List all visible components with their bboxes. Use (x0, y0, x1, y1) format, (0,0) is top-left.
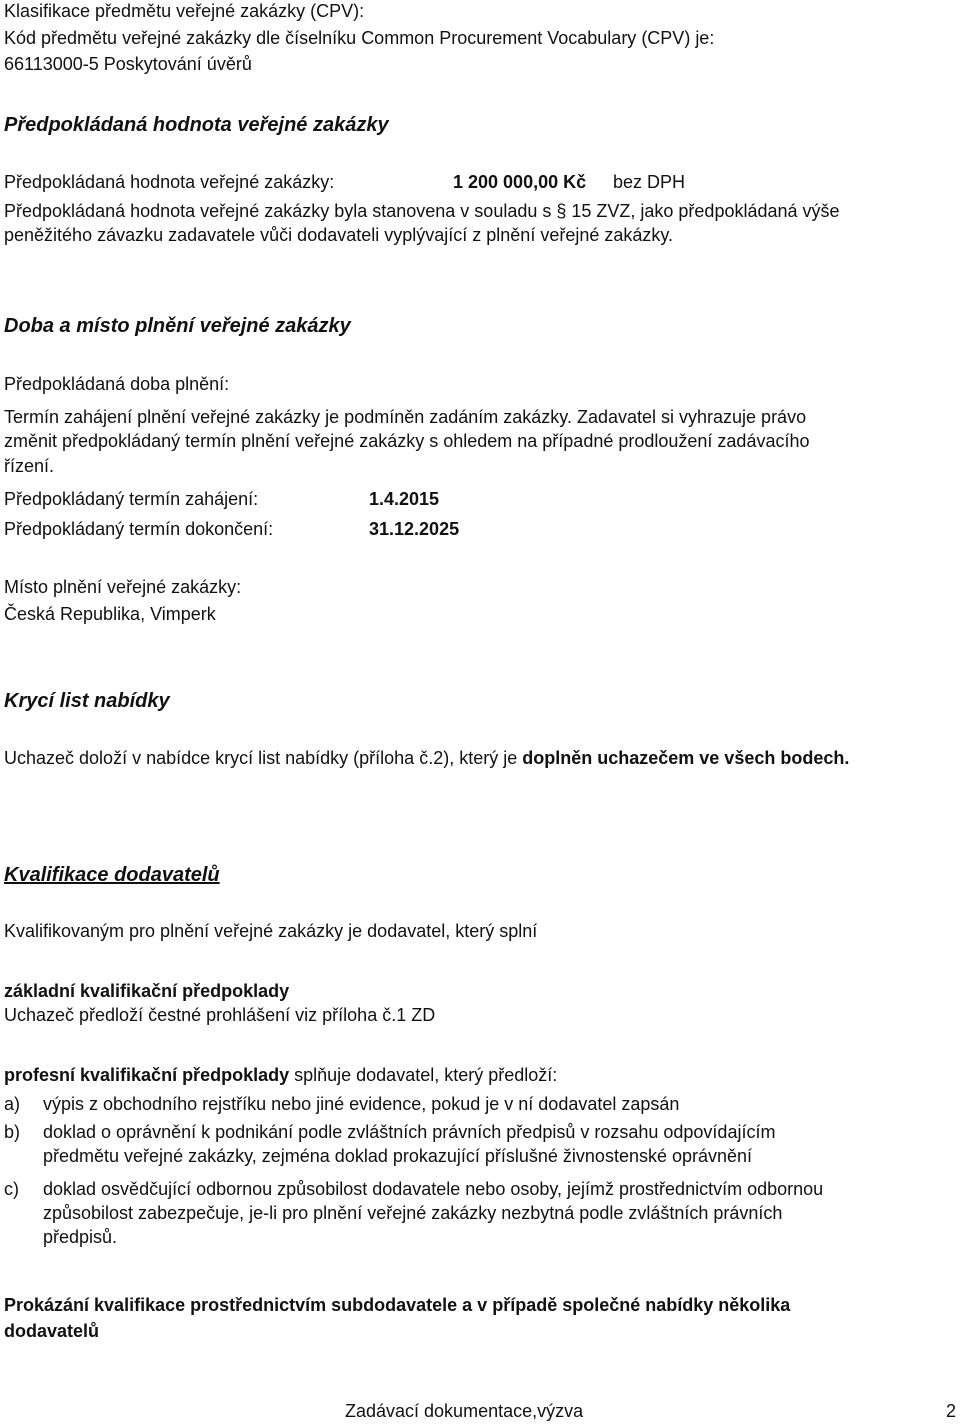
subcontractor-heading-line: dodavatelů (4, 1321, 100, 1341)
value-paragraph-line: peněžitého závazku zadavatele vůči dodavateli vyplývající z plnění veřejné zakázky. (4, 225, 674, 245)
footer-label: Zadávací dokumentace,výzva (345, 1401, 584, 1421)
place-label: Místo plnění veřejné zakázky: (4, 577, 242, 597)
list-item-text: předmětu veřejné zakázky, zejména doklad prokazující příslušné živnostenské oprávnění (43, 1146, 753, 1166)
cover-text-bold: doplněn uchazečem ve všech bodech. (522, 748, 850, 768)
basic-qualification-text: Uchazeč předloží čestné prohlášení viz příloha č.1 ZD (4, 1005, 436, 1025)
qualification-intro: Kvalifikovaným pro plnění veřejné zakázky je dodavatel, který splní (4, 921, 538, 941)
section-heading-qualification: Kvalifikace dodavatelů (4, 864, 220, 886)
cover-text-plain: Uchazeč doloží v nabídce krycí list nabídky (příloha č.2), který je (4, 748, 518, 768)
duration-label: Předpokládaná doba plnění: (4, 374, 230, 394)
value-vat: bez DPH (613, 172, 686, 192)
list-item-text: způsobilost zabezpečuje, je-li pro plnění veřejné zakázky nezbytná podle zvláštních právních (43, 1203, 783, 1223)
professional-qualification-heading: profesní kvalifikační předpoklady (4, 1065, 290, 1085)
section-heading-cover: Krycí list nabídky (4, 690, 170, 712)
list-item-letter: b) (4, 1122, 21, 1142)
cpv-line: Kód předmětu veřejné zakázky dle číselníku Common Procurement Vocabulary (CPV) je: (4, 28, 715, 48)
list-item-text: výpis z obchodního rejstříku nebo jiné evidence, pokud je v ní dodavatel zapsán (43, 1094, 680, 1114)
value-label: Předpokládaná hodnota veřejné zakázky: (4, 172, 335, 192)
duration-paragraph-line: řízení. (4, 456, 55, 476)
section-heading-value: Předpokládaná hodnota veřejné zakázky (4, 114, 389, 136)
list-item-text: doklad o oprávnění k podnikání podle zvláštních právních předpisů v rozsahu odpovídajícím (43, 1122, 776, 1142)
start-date-label: Předpokládaný termín zahájení: (4, 489, 259, 509)
professional-qualification (4, 1064, 557, 1086)
subcontractor-heading-line: Prokázání kvalifikace prostřednictvím subdodavatele a v případě společné nabídky několika (4, 1295, 791, 1315)
end-date-label: Předpokládaný termín dokončení: (4, 519, 274, 539)
professional-qualification-text: splňuje dodavatel, který předloží: (294, 1065, 558, 1085)
cpv-heading: Klasifikace předmětu veřejné zakázky (CPV): (4, 1, 365, 21)
duration-paragraph-line: změnit předpokládaný termín plnění veřejné zakázky s ohledem na případné prodloužení zadávacího (4, 431, 810, 451)
basic-qualification-heading: základní kvalifikační předpoklady (4, 981, 290, 1001)
list-item-text: předpisů. (43, 1227, 118, 1247)
duration-paragraph-line: Termín zahájení plnění veřejné zakázky je podmíněn zadáním zakázky. Zadavatel si vyhrazuje právo (4, 407, 807, 427)
page-number: 2 (945, 1401, 956, 1421)
place-value: Česká Republika, Vimperk (4, 604, 216, 624)
cpv-code: 66113000-5 Poskytování úvěrů (4, 54, 252, 74)
list-item-text: doklad osvědčující odbornou způsobilost dodavatele nebo osoby, jejímž prostřednictvím odbornou (43, 1179, 824, 1199)
cover-text (4, 747, 849, 769)
list-item-letter: c) (4, 1179, 19, 1199)
value-paragraph-line: Předpokládaná hodnota veřejné zakázky byla stanovena v souladu s § 15 ZVZ, jako předpokládaná výše (4, 201, 840, 221)
section-heading-duration: Doba a místo plnění veřejné zakázky (4, 315, 351, 337)
end-date-value: 31.12.2025 (369, 519, 460, 539)
start-date-value: 1.4.2015 (369, 489, 440, 509)
value-amount: 1 200 000,00 Kč (453, 172, 587, 192)
list-item-letter: a) (4, 1094, 21, 1114)
